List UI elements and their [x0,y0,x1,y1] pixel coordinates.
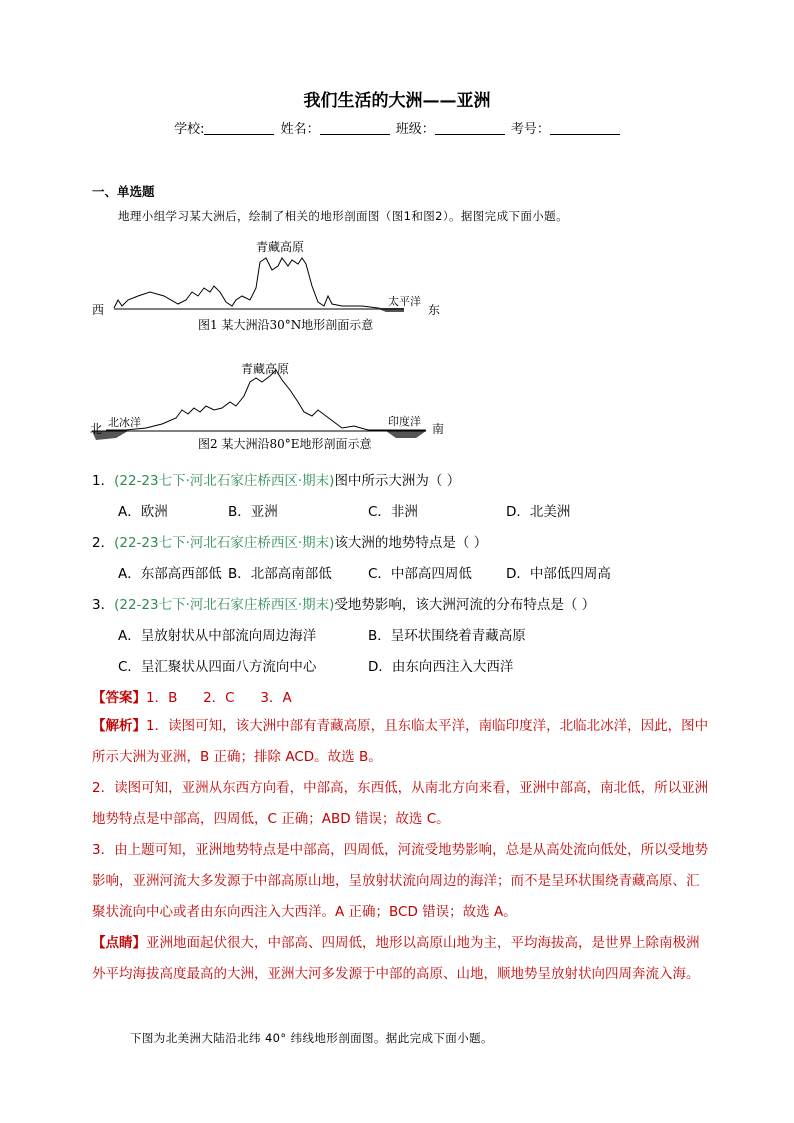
q3-option-d[interactable]: D．由东向西注入大西洋 [368,659,514,675]
q2-option-d[interactable]: D．中部低四周高 [506,566,611,582]
question-1 [92,469,460,489]
fig2-ocean-right-label: 印度洋 [388,415,421,428]
name-blank[interactable] [320,122,390,135]
question-2 [92,531,487,551]
figure-2-profile [86,352,456,462]
question-3 [92,593,595,613]
answer-line [92,686,292,706]
q1-option-b[interactable]: B．亚洲 [228,504,278,520]
analysis-p1 [92,711,712,773]
fig1-caption: 图1 某大洲沿30°N地形剖面示意 [198,318,374,332]
answer-tag: 【答案】 [92,690,146,706]
question-1-number: 1． [92,473,115,489]
exam-no-blank[interactable] [550,122,620,135]
analysis-p2: 2．读图可知，亚洲从东西方向看，中部高，东西低，从南北方向来看，亚洲中部高，南北低，所以亚洲地势特点是中部高，四周低，C 正确；ABD 错误；故选 C。 [92,780,709,827]
fig2-ocean-left-label: 北冰洋 [108,416,141,429]
q3-option-b[interactable]: B．呈环状围绕着青藏高原 [368,628,526,644]
analysis-p1-text: 1．读图可知，该大洲中部有青藏高原，且东临太平洋，南临印度洋，北临北冰洋，因此，图中所示大洲为亚洲，B 正确；排除 ACD。故选 B。 [92,718,709,765]
q3-option-a[interactable]: A．呈放射状从中部流向周边海洋 [118,628,317,644]
question-3-source: (22-23七下·河北石家庄桥西区·期末) [114,597,335,613]
analysis-tag: 【解析】 [92,718,146,734]
school-label: 学校: [174,122,205,137]
q1-option-c[interactable]: C．非洲 [368,504,418,520]
fig1-terrain-line [114,258,390,310]
question-1-source: (22-23七下·河北石家庄桥西区·期末) [114,473,335,489]
fig1-east-label: 东 [428,303,441,317]
question-3-stem: 受地势影响，该大洲河流的分布特点是（ ） [334,597,596,613]
question-2-source: (22-23七下·河北石家庄桥西区·期末) [114,535,335,551]
fig2-peak-label: 青藏高原 [241,362,290,376]
exam-info-header [0,118,794,137]
question-3-number: 3． [92,597,115,613]
fig2-ocean-right [386,431,426,438]
school-blank[interactable] [204,122,274,135]
comment-text: 亚洲地面起伏很大，中部高、四周低，地形以高原山地为主，平均海拔高，是世界上除南极洲外平均海拔高度最高的大洲，亚洲大河多发源于中部的高原、山地，顺地势呈放射状向四周奔流入海。 [92,935,700,982]
section-heading: 一、单选题 [92,184,155,199]
class-label: 班级： [395,122,435,137]
question-2-number: 2． [92,535,115,551]
comment-tag: 【点睛】 [92,935,146,951]
q1-option-a[interactable]: A．欧洲 [118,504,168,520]
question-2-stem: 该大洲的地势特点是（ ） [334,535,488,551]
q3-option-c[interactable]: C．呈汇聚状从四面八方流向中心 [118,659,317,675]
fig2-north-label: 北 [90,422,103,436]
fig2-south-label: 南 [432,422,445,436]
analysis-p3: 3．由上题可知，亚洲地势特点是中部高，四周低，河流受地势影响，总是从高处流向低处，所以受地势影响，亚洲河流大多发源于中部高原山地，呈放射状流向周边的海洋；而不是呈环状围绕青藏高原、汇聚状流向中心或者由东向西注入大西洋。A 正确；BCD 错误；故选 A。 [92,842,709,920]
exam-no-label: 考号： [510,122,550,137]
fig2-terrain-line [106,370,426,430]
q2-option-a[interactable]: A．东部高西部低 [118,566,222,582]
fig2-caption: 图2 某大洲沿80°E地形剖面示意 [198,437,372,451]
fig1-west-label: 西 [92,303,105,317]
fig1-peak-label: 青藏高原 [256,240,305,254]
question-1-stem: 图中所示大洲为（ ） [334,473,461,489]
fig1-ocean-label: 太平洋 [388,295,421,308]
q2-option-b[interactable]: B．北部高南部低 [228,566,332,582]
comment-paragraph [92,928,712,990]
answer-text: 1．B 2．C 3．A [146,690,292,706]
page-title: 我们生活的大洲——亚洲 [303,91,491,111]
q1-option-d[interactable]: D．北美洲 [506,504,571,520]
q2-option-c[interactable]: C．中部高四周低 [368,566,472,582]
class-blank[interactable] [435,122,505,135]
next-question-intro: 下图为北美洲大陆沿北纬 40° 纬线地形剖面图。据此完成下面小题。 [130,1031,493,1045]
figure-1-profile [86,230,446,340]
question-intro: 地理小组学习某大洲后，绘制了相关的地形剖面图（图1和图2）。据图完成下面小题。 [118,209,568,223]
name-label: 姓名： [280,122,320,137]
